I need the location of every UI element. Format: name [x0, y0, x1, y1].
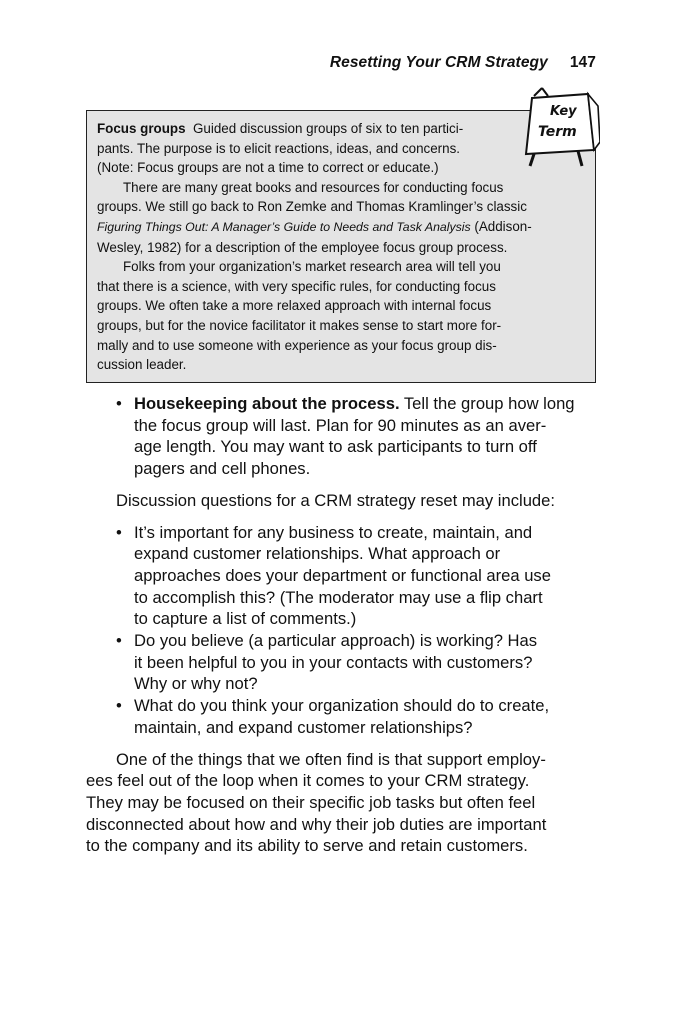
list-item: [86, 630, 601, 695]
key-term-line: that there is a science, with very specific rules, for conducting focus: [97, 278, 496, 294]
text-line: Housekeeping about the process. Tell the group how long: [134, 394, 575, 413]
text-line: it been helpful to you in your contacts with customers?: [134, 652, 533, 672]
bullet: •: [116, 631, 122, 651]
page-number: 147: [569, 54, 596, 71]
text-line: One of the things that we often find is that support employ-: [116, 749, 546, 769]
text-line: expand customer relationships. What approach or: [134, 544, 501, 564]
closing-paragraph: [86, 749, 601, 858]
key-term-line: pants. The purpose is to elicit reactions, ideas, and concerns.: [97, 140, 460, 156]
running-head-title: Resetting Your CRM Strategy: [329, 54, 548, 71]
key-term-line: (Note: Focus groups are not a time to correct or educate.): [97, 160, 439, 176]
key-term-line: groups, but for the novice facilitator it makes sense to start more for-: [97, 317, 502, 333]
bullet: •: [116, 522, 122, 542]
key-term-line: cussion leader.: [97, 357, 187, 373]
key-term-line: Folks from your organization’s market research area will tell you: [123, 259, 501, 275]
text-line: Why or why not?: [134, 674, 258, 694]
questions-intro: Discussion questions for a CRM strategy reset may include:: [116, 490, 555, 510]
bullet: •: [116, 394, 122, 413]
text-line: to the company and its ability to serve and retain customers.: [86, 836, 528, 856]
text-line: the focus group will last. Plan for 90 minutes as an aver-: [134, 415, 547, 435]
text-line: Do you believe (a particular approach) is working? Has: [134, 631, 538, 651]
key-term-line: groups. We often take a more relaxed approach with internal focus: [97, 298, 492, 314]
key-term-icon-label-1: Key: [550, 104, 577, 119]
text-line: disconnected about how and why their job duties are important: [86, 814, 547, 834]
key-term-icon-label-2: Term: [538, 124, 577, 140]
list-item: [86, 393, 601, 480]
text-line: It’s important for any business to create, maintain, and: [134, 522, 533, 542]
text-line: ees feel out of the loop when it comes to your CRM strategy.: [86, 771, 530, 791]
bullet: •: [116, 696, 122, 716]
text-line: approaches does your department or functional area use: [134, 565, 551, 585]
text-line: to capture a list of comments.): [134, 609, 357, 629]
key-term-line: Focus groups Guided discussion groups of six to ten partici-: [97, 121, 464, 136]
text-line: pagers and cell phones.: [134, 459, 311, 479]
key-term-line: Wesley, 1982) for a description of the employee focus group process.: [97, 239, 508, 255]
text-line: They may be focused on their specific job tasks but often feel: [86, 792, 536, 812]
housekeeping-heading: Housekeeping about the process.: [134, 394, 400, 413]
list-item: [86, 695, 601, 738]
text-line: to accomplish this? (The moderator may use a flip chart: [134, 587, 543, 607]
key-term-line: There are many great books and resources for conducting focus: [123, 179, 504, 195]
key-term-line: Figuring Things Out: A Manager’s Guide to Needs and Task Analysis (Addison-: [97, 218, 532, 234]
running-head: [330, 54, 596, 72]
text-line: maintain, and expand customer relationships?: [134, 717, 473, 737]
text-line: age length. You may want to ask participants to turn off: [134, 437, 537, 457]
list-item: [86, 522, 601, 631]
key-term-easel-icon: [516, 84, 600, 168]
key-term-line: groups. We still go back to Ron Zemke and Thomas Kramlinger’s classic: [97, 199, 527, 215]
text-line: What do you think your organization should do to create,: [134, 696, 550, 716]
key-term-line: mally and to use someone with experience as your focus group dis-: [97, 337, 497, 353]
book-title: Figuring Things Out: A Manager’s Guide to Needs and Task Analysis: [97, 219, 471, 234]
key-term-term: Focus groups: [97, 121, 186, 136]
body-text: [86, 393, 601, 857]
